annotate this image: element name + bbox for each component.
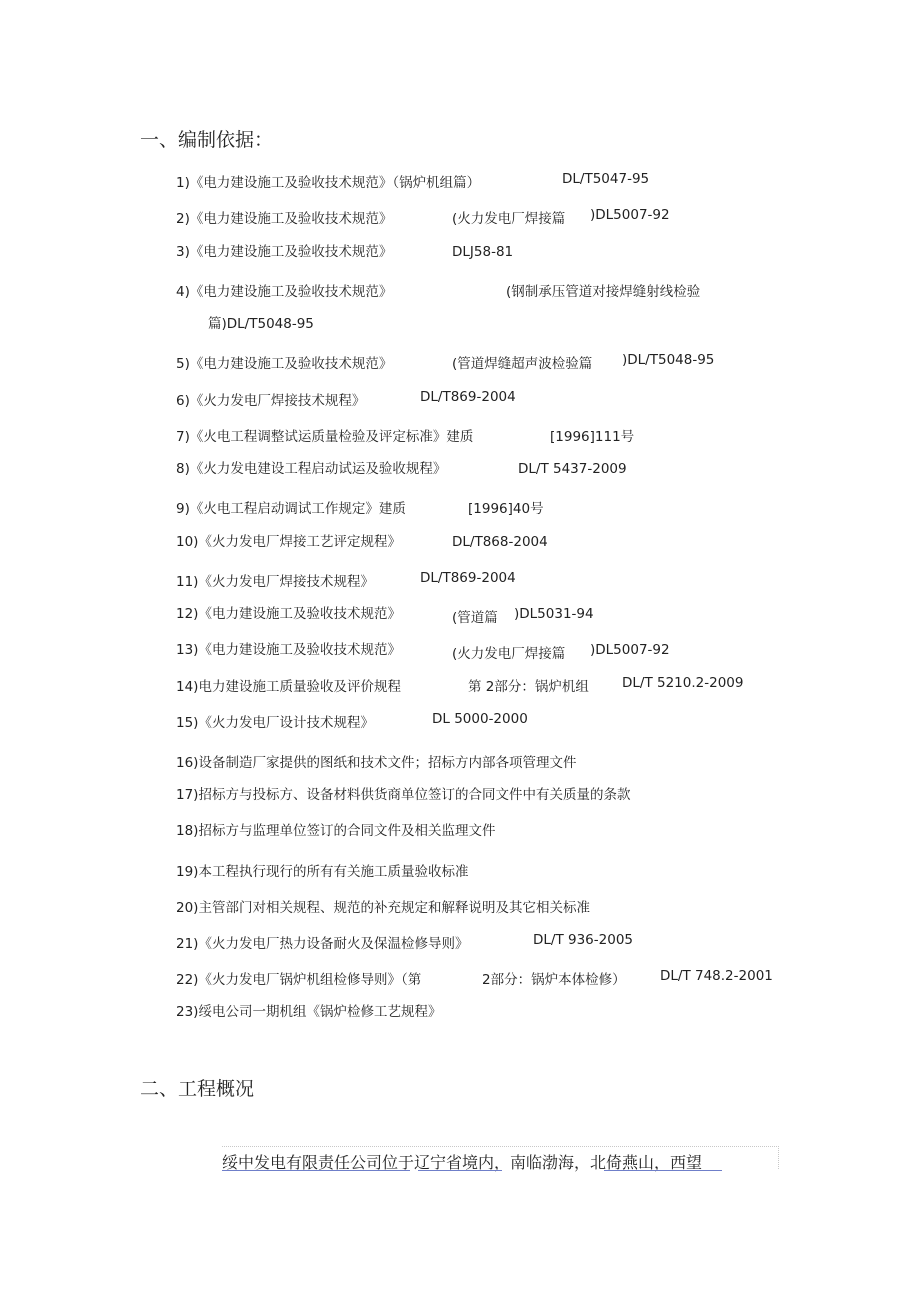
item-code: DL/T5047-95 bbox=[562, 171, 650, 187]
item-title: 21)《火力发电厂热力设备耐火及保温检修导则》 bbox=[176, 936, 469, 952]
item-title: 9)《火电工程启动调试工作规定》建质 bbox=[176, 501, 406, 517]
item-title: 22)《火力发电厂锅炉机组检修导则》（第 bbox=[176, 972, 422, 988]
item-title: 5)《电力建设施工及验收技术规范》 bbox=[176, 356, 393, 372]
item-title: 12)《电力建设施工及验收技术规范》 bbox=[176, 606, 401, 622]
item-title: 11)《火力发电厂焊接技术规程》 bbox=[176, 574, 374, 590]
item-continuation: 篇)DL/T5048-95 bbox=[208, 316, 314, 332]
item-title: 8)《火力发电建设工程启动试运及验收规程》 bbox=[176, 461, 447, 477]
item-title: 20)主管部门对相关规程、规范的补充规定和解释说明及其它相关标准 bbox=[176, 900, 590, 916]
list-item bbox=[176, 352, 876, 374]
item-code: )DL5031-94 bbox=[514, 606, 594, 622]
item-code: )DL/T5048-95 bbox=[622, 352, 715, 368]
list-item bbox=[176, 968, 876, 990]
list-item bbox=[176, 171, 876, 193]
list-item bbox=[176, 207, 876, 229]
item-subtitle: 2部分：锅炉本体检修） bbox=[482, 972, 626, 988]
list-item bbox=[176, 425, 876, 447]
list-item bbox=[176, 751, 876, 773]
item-subtitle: 第 2部分：锅炉机组 bbox=[468, 679, 589, 695]
item-subtitle: (管道焊缝超声波检验篇 bbox=[452, 356, 593, 372]
item-subtitle: (火力发电厂焊接篇 bbox=[452, 646, 566, 662]
list-item bbox=[176, 675, 876, 697]
item-code: DL/T868-2004 bbox=[452, 534, 548, 550]
list-item bbox=[176, 783, 876, 805]
item-code: DL 5000-2000 bbox=[432, 711, 528, 727]
list-item bbox=[176, 896, 876, 918]
list-item bbox=[176, 932, 876, 954]
item-title: 13)《电力建设施工及验收技术规范》 bbox=[176, 642, 401, 658]
item-code: DL/T869-2004 bbox=[420, 570, 516, 586]
item-code: DLJ58-81 bbox=[452, 244, 514, 260]
list-item bbox=[176, 497, 876, 519]
list-item bbox=[176, 457, 876, 479]
item-title: 1)《电力建设施工及验收技术规范》（锅炉机组篇） bbox=[176, 175, 481, 191]
item-title: 14)电力建设施工质量验收及评价规程 bbox=[176, 679, 401, 695]
item-title: 4)《电力建设施工及验收技术规范》 bbox=[176, 284, 393, 300]
list-item bbox=[176, 570, 876, 592]
item-title: 15)《火力发电厂设计技术规程》 bbox=[176, 715, 374, 731]
list-item bbox=[176, 819, 876, 841]
item-title: 23)绥电公司一期机组《锅炉检修工艺规程》 bbox=[176, 1004, 442, 1020]
list-item bbox=[176, 711, 876, 733]
list-item bbox=[176, 860, 876, 882]
item-title: 2)《电力建设施工及验收技术规范》 bbox=[176, 211, 393, 227]
item-title: 6)《火力发电厂焊接技术规程》 bbox=[176, 393, 366, 409]
item-subtitle: (管道篇 bbox=[452, 610, 498, 626]
link-underline bbox=[222, 1170, 410, 1171]
item-code: DL/T 748.2-2001 bbox=[660, 968, 773, 984]
item-title: 19)本工程执行现行的所有有关施工质量验收标准 bbox=[176, 864, 469, 880]
list-item bbox=[176, 1000, 876, 1022]
item-code: DL/T 5437-2009 bbox=[518, 461, 627, 477]
list-item bbox=[176, 240, 876, 262]
item-title: 18)招标方与监理单位签订的合同文件及相关监理文件 bbox=[176, 823, 496, 839]
item-code: [1996]111号 bbox=[550, 429, 635, 445]
item-title: 16)设备制造厂家提供的图纸和技术文件；招标方内部各项管理文件 bbox=[176, 755, 577, 771]
list-item bbox=[176, 602, 876, 624]
item-code: DL/T869-2004 bbox=[420, 389, 516, 405]
section-1-title: 一、编制依据： bbox=[140, 129, 274, 151]
item-code: )DL5007-92 bbox=[590, 207, 670, 223]
section-2-title: 二、工程概况 bbox=[140, 1078, 255, 1100]
overview-paragraph: 绥中发电有限责任公司位于辽宁省境内，南临渤海，北倚燕山，西望 bbox=[222, 1153, 703, 1172]
list-item bbox=[176, 530, 876, 552]
item-title: 3)《电力建设施工及验收技术规范》 bbox=[176, 244, 393, 260]
item-subtitle: (火力发电厂焊接篇 bbox=[452, 211, 566, 227]
list-item bbox=[176, 638, 876, 660]
item-code: DL/T 5210.2-2009 bbox=[622, 675, 744, 691]
item-code: )DL5007-92 bbox=[590, 642, 670, 658]
item-title: 10)《火力发电厂焊接工艺评定规程》 bbox=[176, 534, 401, 550]
item-code: DL/T 936-2005 bbox=[533, 932, 633, 948]
item-title: 7)《火电工程调整试运质量检验及评定标准》建质 bbox=[176, 429, 474, 445]
list-item bbox=[176, 280, 876, 302]
link-underline bbox=[604, 1170, 722, 1171]
link-underline bbox=[418, 1170, 502, 1171]
list-item bbox=[176, 389, 876, 411]
item-subtitle: (钢制承压管道对接焊缝射线检验 bbox=[506, 284, 701, 300]
item-code: [1996]40号 bbox=[468, 501, 544, 517]
item-title: 17)招标方与投标方、设备材料供货商单位签订的合同文件中有关质量的条款 bbox=[176, 787, 631, 803]
